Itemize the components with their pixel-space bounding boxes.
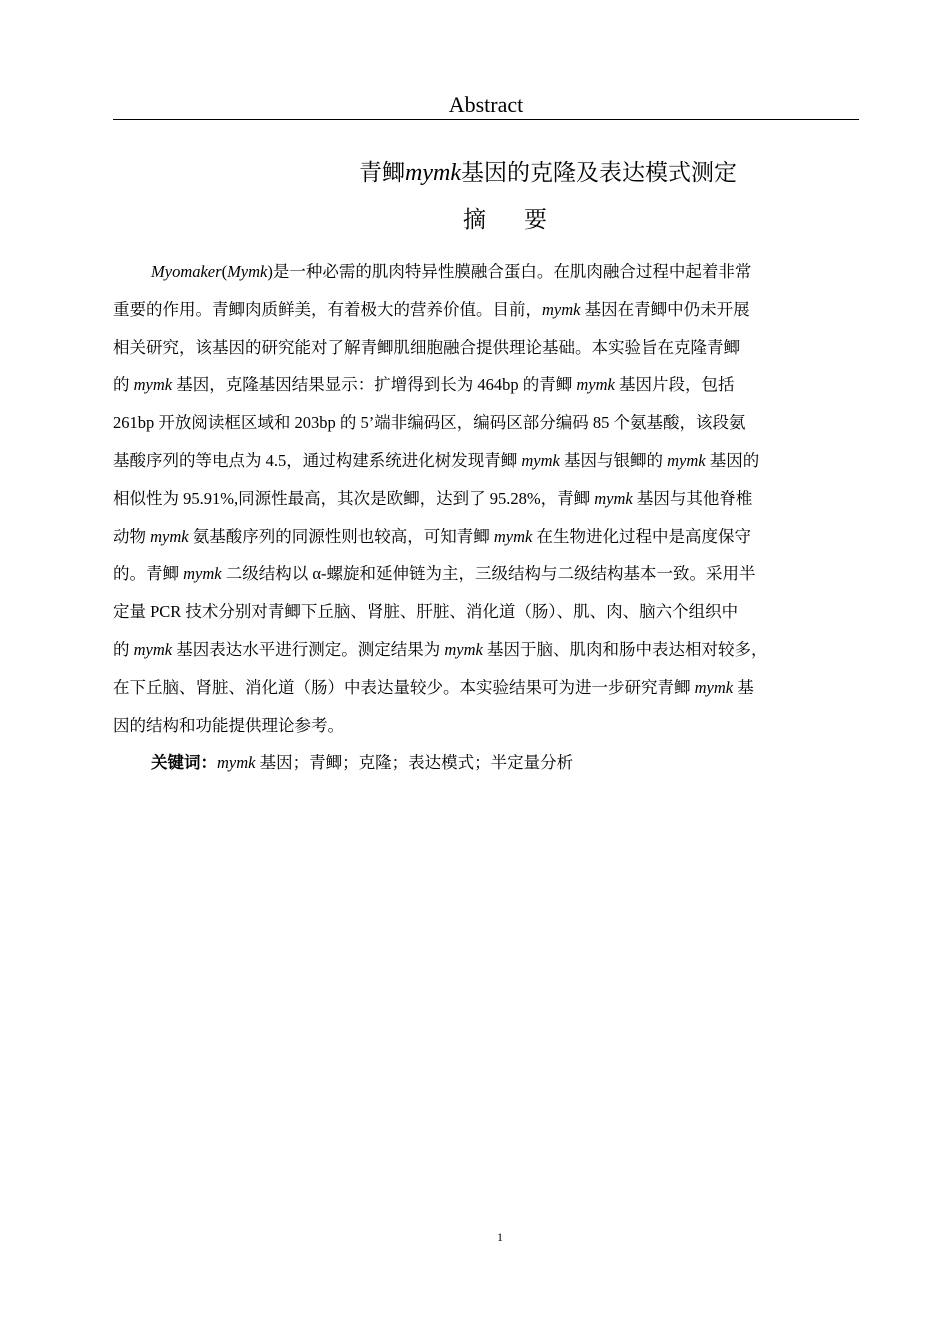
abstract-line (113, 366, 873, 404)
text-segment: 相似性为 95.91%,同源性最高，其次是欧鲫，达到了 95.28%，青鲫 (113, 488, 595, 508)
text-segment: 基酸序列的等电点为 4.5，通过构建系统进化树发现青鲫 (113, 450, 522, 470)
header-divider (113, 119, 859, 120)
gene-name-italic: Mymk (227, 262, 268, 281)
text-segment: 氨基酸序列的同源性则也较高，可知青鲫 (188, 526, 494, 546)
text-segment: 基因片段，包括 (614, 375, 735, 395)
text-segment: 在生物进化过程中是高度保守 (532, 526, 751, 546)
abstract-line (113, 669, 873, 707)
title-prefix: 青鲫 (359, 160, 406, 186)
abstract-line (113, 518, 873, 556)
abstract-line (113, 707, 873, 745)
document-title (113, 155, 950, 191)
text-segment: 在下丘脑、肾脏、消化道（肠）中表达量较少。本实验结果可为进一步研究青鲫 (113, 677, 695, 697)
gene-name-italic: mymk (594, 488, 633, 508)
keywords-gene: mymk (217, 753, 256, 773)
text-segment: 基因的 (705, 450, 760, 470)
gene-name-italic: mymk (493, 526, 533, 546)
text-segment: 基 (733, 677, 754, 697)
text-segment: ( (221, 262, 228, 281)
text-segment: 基因，克隆基因结果显示：扩增得到长为 464bp 的青鲫 (172, 375, 577, 395)
gene-name-italic: mymk (576, 375, 615, 395)
gene-name-italic: mymk (521, 450, 560, 470)
keywords-line (113, 744, 873, 782)
text-segment: 基因与银鲫的 (559, 450, 668, 470)
text-segment: 因的结构和功能提供理论参考。 (113, 715, 344, 735)
keywords-list: 基因；青鲫；克隆；表达模式；半定量分析 (255, 753, 574, 773)
abstract-line (113, 555, 873, 593)
text-segment: 重要的作用。青鲫肉质鲜美，有着极大的营养价值。目前， (113, 299, 542, 319)
gene-name-italic: mymk (542, 299, 581, 319)
text-segment: 动物 (113, 526, 151, 546)
gene-name-italic: mymk (694, 677, 734, 697)
running-header-title: Abstract (448, 92, 524, 117)
abstract-line (113, 480, 873, 518)
text-segment: 基因于脑、肌肉和肠中表达相对较多， (482, 639, 768, 659)
title-suffix: 基因的克隆及表达模式测定 (460, 160, 737, 186)
text-segment: 的 (113, 375, 134, 395)
abstract-line (113, 593, 873, 631)
gene-name-italic: mymk (444, 639, 483, 659)
abstract-line (113, 631, 873, 669)
abstract-line (113, 442, 873, 480)
gene-name-italic: mymk (133, 375, 173, 395)
text-segment: 基因与其他脊椎 (632, 488, 753, 508)
abstract-line (113, 253, 873, 291)
abstract-line (113, 291, 873, 329)
text-segment: )是一种必需的肌肉特异性膜融合蛋白。在肌肉融合过程中起着非常 (267, 262, 752, 281)
abstract-line (113, 329, 873, 367)
text-segment: 的。青鲫 (113, 564, 184, 584)
gene-name-italic: mymk (150, 526, 189, 546)
text-segment: 相关研究，该基因的研究能对了解青鲫肌细胞融合提供理论基础。本实验旨在克隆青鲫 (113, 337, 740, 357)
abstract-heading: 摘要 (463, 207, 585, 233)
text-segment: 定量 PCR 技术分别对青鲫下丘脑、肾脏、肝脏、消化道（肠）、肌、肉、脑六个组织中 (113, 602, 739, 622)
page-number: 1 (497, 1230, 503, 1244)
gene-name-italic: mymk (133, 639, 173, 659)
gene-name-italic: Myomaker (151, 262, 222, 281)
text-segment: 基因表达水平进行测定。测定结果为 (172, 639, 445, 659)
abstract-line (113, 404, 873, 442)
text-segment: 基因在青鲫中仍未开展 (580, 299, 750, 319)
title-gene: mymk (405, 160, 461, 186)
text-segment: 的 (113, 639, 134, 659)
keywords-label: 关键词： (151, 753, 217, 773)
text-segment: 二级结构以 α-螺旋和延伸链为主，三级结构与二级结构基本一致。采用半 (221, 564, 756, 584)
text-segment: 261bp 开放阅读框区域和 203bp 的 5’端非编码区，编码区部分编码 85 个氨基酸，该段氨 (113, 413, 746, 433)
abstract-body (113, 253, 873, 782)
gene-name-italic: mymk (183, 564, 222, 584)
gene-name-italic: mymk (667, 450, 706, 470)
